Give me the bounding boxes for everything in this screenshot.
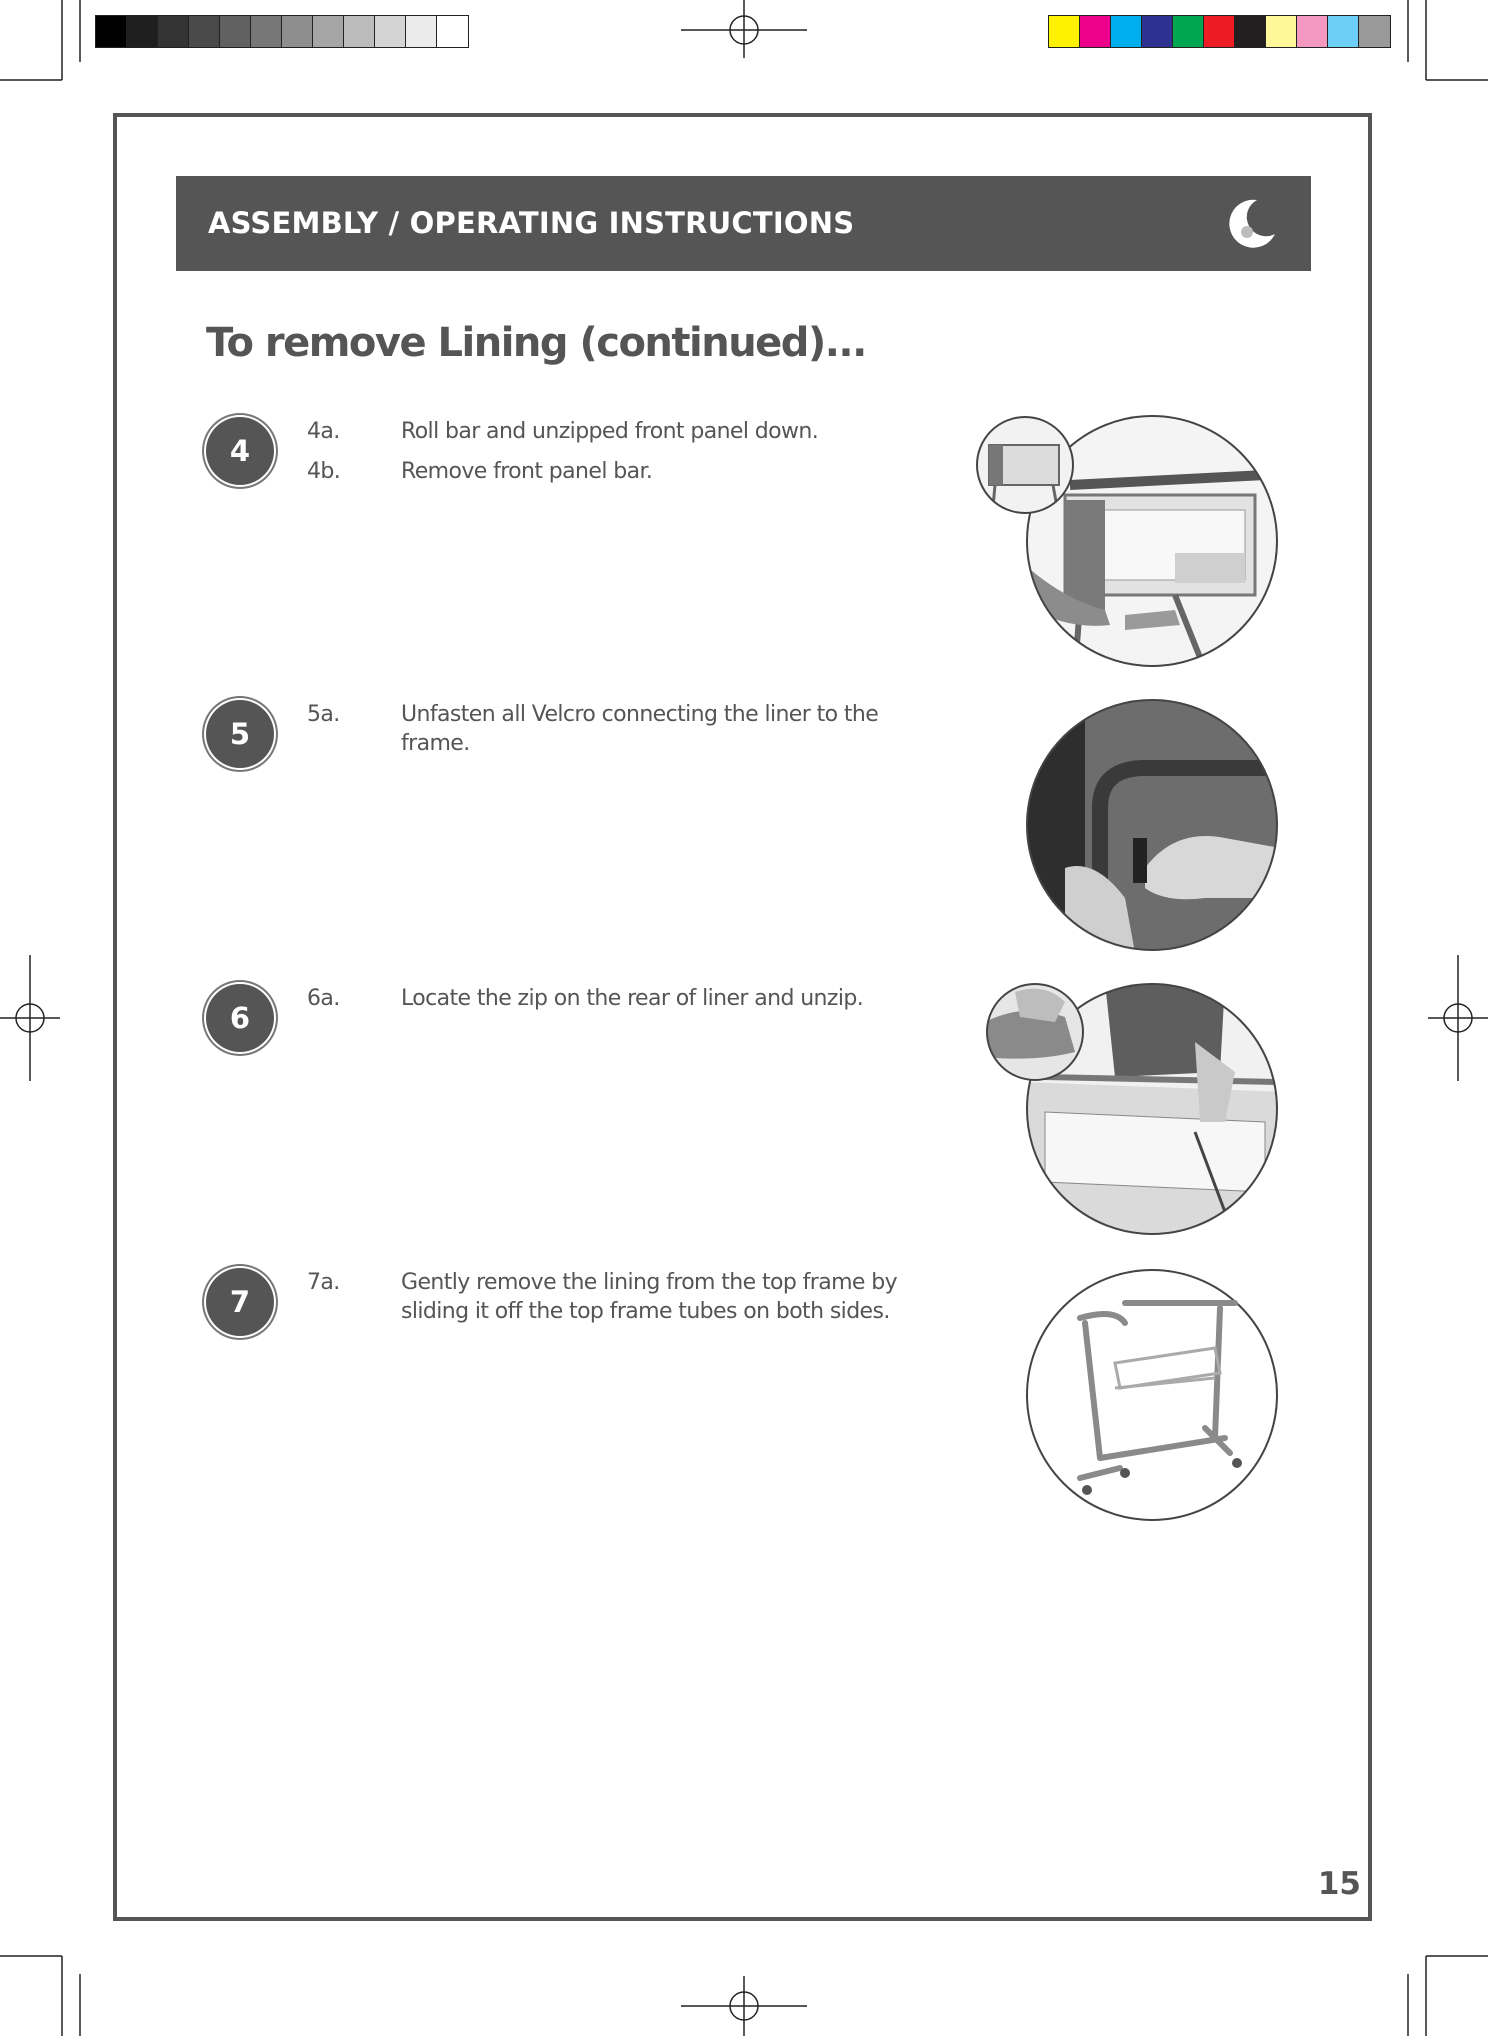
color-swatch bbox=[313, 16, 344, 47]
color-swatch bbox=[1142, 16, 1173, 47]
step-instructions bbox=[307, 700, 937, 769]
color-swatch bbox=[282, 16, 313, 47]
color-swatch bbox=[220, 16, 251, 47]
step-6-illustration bbox=[985, 982, 1280, 1237]
step-4-illustration bbox=[975, 415, 1280, 670]
page-title: To remove Lining (continued)... bbox=[206, 320, 866, 366]
color-swatch bbox=[189, 16, 220, 47]
instruction-code: 6a. bbox=[307, 986, 340, 1011]
instruction-line bbox=[307, 700, 937, 758]
step-instructions bbox=[307, 1268, 937, 1337]
step-number-badge: 5 bbox=[206, 700, 274, 768]
instruction-line bbox=[307, 457, 937, 486]
color-calibration-strip bbox=[1048, 15, 1391, 48]
instruction-text: Roll bar and unzipped front panel down. bbox=[401, 419, 819, 444]
instruction-code: 5a. bbox=[307, 702, 340, 727]
color-swatch bbox=[1080, 16, 1111, 47]
step-instructions bbox=[307, 984, 937, 1024]
instruction-code: 4b. bbox=[307, 459, 341, 484]
color-swatch bbox=[437, 16, 468, 47]
instruction-code: 7a. bbox=[307, 1270, 340, 1295]
color-swatch bbox=[1235, 16, 1266, 47]
instruction-text: Locate the zip on the rear of liner and unzip. bbox=[401, 986, 864, 1011]
step-7-illustration bbox=[1025, 1268, 1280, 1523]
instruction-text: Remove front panel bar. bbox=[401, 459, 653, 484]
page-number: 15 bbox=[1317, 1866, 1361, 1902]
instruction-text: Unfasten all Velcro connecting the liner to the frame. bbox=[401, 702, 879, 756]
gray-calibration-strip bbox=[95, 15, 469, 48]
step-instructions bbox=[307, 417, 937, 497]
instruction-line bbox=[307, 984, 937, 1013]
color-swatch bbox=[1049, 16, 1080, 47]
color-swatch bbox=[1359, 16, 1390, 47]
instruction-line bbox=[307, 1268, 937, 1326]
color-swatch bbox=[1111, 16, 1142, 47]
moon-logo-icon bbox=[1217, 190, 1283, 256]
color-swatch bbox=[251, 16, 282, 47]
color-swatch bbox=[1173, 16, 1204, 47]
instruction-line bbox=[307, 417, 937, 446]
color-swatch bbox=[1328, 16, 1359, 47]
color-swatch bbox=[1204, 16, 1235, 47]
step-5-illustration bbox=[1025, 698, 1280, 953]
instruction-code: 4a. bbox=[307, 419, 340, 444]
color-swatch bbox=[158, 16, 189, 47]
instruction-text: Gently remove the lining from the top frame by sliding it off the top frame tubes on both sides. bbox=[401, 1270, 898, 1324]
color-swatch bbox=[375, 16, 406, 47]
header-title: ASSEMBLY / OPERATING INSTRUCTIONS bbox=[208, 206, 855, 240]
color-swatch bbox=[406, 16, 437, 47]
color-swatch bbox=[344, 16, 375, 47]
color-swatch bbox=[1266, 16, 1297, 47]
step-number-badge: 4 bbox=[206, 417, 274, 485]
color-swatch bbox=[127, 16, 158, 47]
step-number-badge: 7 bbox=[206, 1268, 274, 1336]
color-swatch bbox=[96, 16, 127, 47]
step-number-badge: 6 bbox=[206, 984, 274, 1052]
section-header bbox=[176, 176, 1311, 271]
color-swatch bbox=[1297, 16, 1328, 47]
